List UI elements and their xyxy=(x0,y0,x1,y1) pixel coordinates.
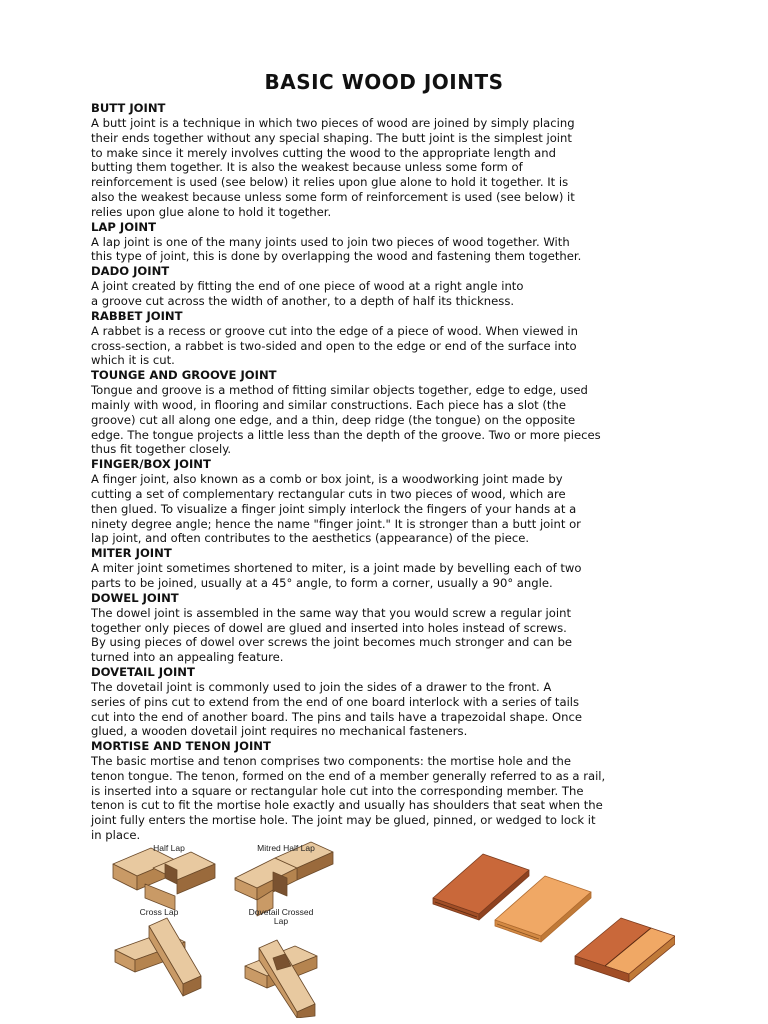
section-rabbet-joint xyxy=(91,309,679,368)
mitred-half-lap-caption: Mitred Half Lap xyxy=(257,843,315,853)
section-heading: DOWEL JOINT xyxy=(91,590,179,605)
half-lap-caption: Half Lap xyxy=(153,843,185,853)
document-title: BASIC WOOD JOINTS xyxy=(264,70,504,94)
section-heading: RABBET JOINT xyxy=(91,308,183,323)
section-heading: TOUNGE AND GROOVE JOINT xyxy=(91,368,277,383)
mitred-half-lap-drawing xyxy=(235,842,333,916)
lap-joints-drawing xyxy=(105,838,340,1018)
document-body xyxy=(91,101,679,843)
section-lap-joint xyxy=(91,220,679,265)
section-butt-joint xyxy=(91,101,679,220)
section-tongue-groove-joint xyxy=(91,368,679,457)
section-miter-joint xyxy=(91,546,679,591)
figures-row xyxy=(0,838,768,1018)
section-text: The dowel joint is assembled in the same way that you would screw a regular joint together only pieces of dowel are glued and inserted into holes instead of screws. By using pieces of dowel over screws the joint becomes much stronger and can be turned into an appealing feature. xyxy=(91,605,573,665)
section-text: A finger joint, also known as a comb or box joint, is a woodworking joint made by cutting a set of complementary rectangular cuts in two pieces of wood, which are then glued. To visualize a finger joint simply interlock the fingers of your hands at a ninety degree angle; hence the name "finger joint." It is stronger than a butt joint or lap joint, and often contributes to the aesthetics (appearance) of the piece. xyxy=(91,472,581,546)
cross-lap-caption: Cross Lap xyxy=(139,907,179,917)
section-text: A miter joint sometimes shortened to miter, is a joint made by bevelling each of two parts to be joined, usually at a 45° angle, to form a corner, usually a 90° angle. xyxy=(91,561,582,590)
section-heading: MITER JOINT xyxy=(91,546,172,561)
section-text: A butt joint is a technique in which two pieces of wood are joined by simply placing their ends together without any special shaping. The butt joint is the simplest joint to make since it merely involves cutting the wood to the appropriate length and butting them together. It is also the weakest because unless some form of reinforcement is used (see below) it relies upon glue alone to hold it together. It is also the weakest because unless some form of reinforcement is used (see below) it relies upon glue alone to hold it together. xyxy=(91,116,575,219)
section-dovetail-joint xyxy=(91,665,679,739)
section-text: The dovetail joint is commonly used to join the sides of a drawer to the front. A series of pins cut to extend from the end of one board interlock with a series of tails cut into the end of another board. The pins and tails have a trapezoidal shape. Once glued, a wooden dovetail joint requires no mechanical fasteners. xyxy=(91,679,582,739)
dovetail-crossed-lap-caption: Dovetail Crossed Lap xyxy=(248,907,314,926)
section-dado-joint xyxy=(91,264,679,309)
section-text: A rabbet is a recess or groove cut into the edge of a piece of wood. When viewed in cross-section, a rabbet is two-sided and open to the edge or end of the surface into which it is cut. xyxy=(91,323,578,368)
section-text: A joint created by fitting the end of one piece of wood at a right angle into a groove cut across the width of another, to a depth of half its thickness. xyxy=(91,279,524,308)
section-text: Tongue and groove is a method of fitting similar objects together, edge to edge, used mainly with wood, in flooring and similar constructions. Each piece has a slot (the groove) cut all along one edge, and a thin, deep ridge (the tongue) on the opposite edge. The tongue projects a little less than the depth of the groove. Two or more pieces thus fit together closely. xyxy=(91,383,601,457)
section-heading: DADO JOINT xyxy=(91,264,170,279)
section-heading: BUTT JOINT xyxy=(91,101,166,115)
lap-joints-figure xyxy=(105,838,340,1018)
tongue-groove-drawing xyxy=(425,846,675,1014)
section-mortise-tenon-joint xyxy=(91,739,679,843)
section-heading: FINGER/BOX JOINT xyxy=(91,457,211,472)
cross-lap-drawing xyxy=(115,918,201,996)
section-text: The basic mortise and tenon comprises two components: the mortise hole and the tenon tongue. The tenon, formed on the end of a member generally referred to as a rail, is inserted into a square or rectangular hole cut into the corresponding member. The tenon is cut to fit the mortise hole exactly and usually has shoulders that seat when the joint fully enters the mortise hole. The joint may be glued, pinned, or wedged to lock it in place. xyxy=(91,754,606,843)
section-finger-box-joint xyxy=(91,457,679,546)
tongue-groove-assembled-boards xyxy=(575,918,675,982)
section-heading: LAP JOINT xyxy=(91,219,156,234)
section-dowel-joint xyxy=(91,591,679,665)
half-lap-drawing xyxy=(113,848,215,910)
section-text: A lap joint is one of the many joints used to join two pieces of wood together. With this type of joint, this is done by overlapping the wood and fastening them together. xyxy=(91,234,582,264)
tongue-groove-figure xyxy=(425,846,675,1014)
section-heading: MORTISE AND TENON JOINT xyxy=(91,739,271,754)
section-heading: DOVETAIL JOINT xyxy=(91,664,195,679)
dovetail-crossed-lap-drawing xyxy=(245,940,317,1018)
